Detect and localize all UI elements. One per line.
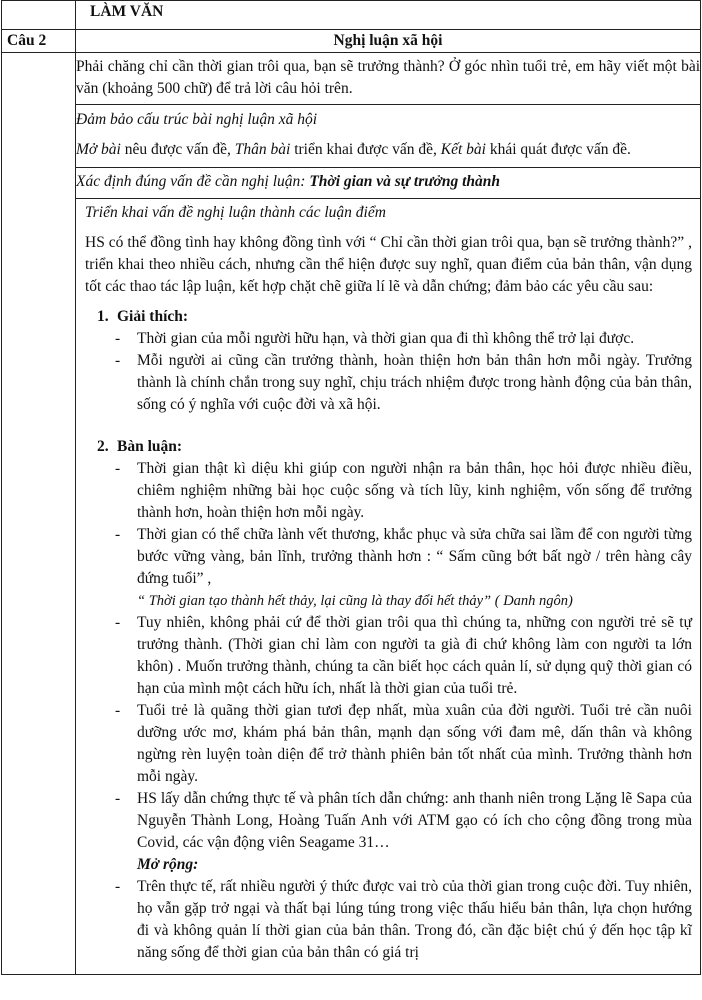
answer-table [1,0,701,975]
develop-intro: HS có thể đồng tình hay không đồng tình với “ Chỉ cần thời gian trôi qua, bạn sẽ trưởng thành?” , triển khai theo nhiều cách, nhưng cần thể hiện được suy nghĩ, quan điểm của bản thân, vận dụng tốt các thao tác lập luận, kết hợp chặt chẽ giữa lí lẽ và dẫn chứng; đảm bảo các yêu cầu sau: [85,234,692,295]
issue-label: Xác định đúng vấn đề cần nghị luận: [76,173,310,190]
prompt-text: Phải chăng chỉ cần thời gian trôi qua, bạn sẽ trưởng thành? Ở góc nhìn tuổi trẻ, em hãy viết một bài văn (khoảng 500 chữ) để trả lời câu hỏi trên. [76,53,701,105]
structure-cell [76,105,701,168]
question-label: Câu 2 [2,30,76,53]
list-item: - Mỗi người ai cũng cần trưởng thành, hoàn thiện hơn bản thân hơn mỗi ngày. Trưởng thành là chính chắn trong suy nghĩ, chịu trách nhiệm được trong hành động của bản thân, sống có ý nghĩa với cuộc đời và xã hội. [115,352,692,413]
list-item: - HS lấy dẫn chứng thực tế và phân tích dẫn chứng: anh thanh niên trong Lặng lẽ Sapa của Nguyễn Thành Long, Hoàng Tuấn Anh với ATM gạo có ích cho cộng đồng trong mùa Covid, các vận động viên Seagame 31… [115,790,692,851]
list-item: - Tuổi trẻ là quãng thời gian tươi đẹp nhất, mùa xuân của đời người. Tuổi trẻ cần nuôi dưỡng ước mơ, khám phá bản thân, mạnh dạn sống với đam mê, dấn thân và không ngừng rèn luyện toàn diện để trở thành phiên bản tốt nhất của mình. Trưởng thành hơn mỗi ngày. [115,702,692,785]
prompt-row [2,53,701,105]
structure-text-1: nêu được vấn đề, [120,141,235,158]
list-item: - Thời gian thật kì diệu khi giúp con người nhận ra bản thân, học hỏi được nhiều điều, chiêm nghiệm những bài học cuộc sống và tích lũy, kinh nghiệm, vốn sống để trưởng thành hơn, hoàn thiện hơn mỗi ngày. [115,460,692,521]
section1-title: Giải thích: [117,308,189,325]
ket-bai-label: Kết bài [440,141,486,158]
question-row [2,30,701,53]
section2-heading [97,436,692,458]
left-column [2,53,76,975]
issue-row [2,168,701,199]
than-bai-label: Thân bài [234,141,291,158]
section-row [2,1,701,30]
issue-value: Thời gian và sự trưởng thành [309,173,501,190]
structure-text-2: triển khai được vấn đề, [290,141,441,158]
list-item: - Trên thực tế, rất nhiều người ý thức được vai trò của thời gian trong cuộc đời. Tuy nhiên, họ vẫn gặp trở ngại và thất bại lúng túng trong việc thấu hiểu bản thân, lựa chọn hướng đi và không quản lí thời gian của bản thân. Trong đó, cần đặc biệt chú ý đến học tập kĩ năng sống để thời gian của bản thân có giá trị [115,878,692,961]
structure-row [2,105,701,168]
list-item: - Thời gian của mỗi người hữu hạn, và thời gian qua đi thì không thể trở lại được. [115,330,635,347]
develop-row [2,199,701,975]
section1-number: 1. [97,308,109,325]
structure-text-3: khái quát được vấn đề. [485,141,631,158]
quote-text: “ Thời gian tạo thành hết thảy, lại cũng là thay đổi hết thảy” ( Danh ngôn) [137,593,573,609]
develop-heading: Triển khai vấn đề nghị luận thành các luận điểm [85,204,386,221]
list-item: - Tuy nhiên, không phải cứ để thời gian trôi qua thì chúng ta, những con người trẻ sẽ tự trưởng thành. (Thời gian chỉ làm con người ta già đi chứ không làm con người ta lớn khôn) . Muốn trưởng thành, chúng ta cần biết học cách quản lí, sử dụng quỹ thời gian có hạn của mình một cách hữu ích, nhất là thời gian của tuổi trẻ. [115,614,692,697]
issue-cell [76,168,701,199]
section-title: LÀM VĂN [76,1,701,30]
empty-cell [2,1,76,30]
question-type: Nghị luận xã hội [76,30,701,53]
extend-title: Mở rộng: [137,856,199,873]
section1-heading [97,306,692,328]
list-item: - Thời gian có thể chữa lành vết thương, khắc phục và sửa chữa sai lầm để con người từng bước vững vàng, bản lĩnh, trưởng thành hơn : “ Sấm cũng bớt bất ngờ / trên hàng cây đứng tuổi” , [115,526,692,587]
section2-title: Bàn luận: [117,438,183,455]
mo-bai-label: Mở bài [76,141,121,158]
section2-number: 2. [97,438,109,455]
structure-heading: Đảm bảo cấu trúc bài nghị luận xã hội [76,111,318,128]
develop-cell [76,199,701,975]
structure-text [76,139,700,161]
